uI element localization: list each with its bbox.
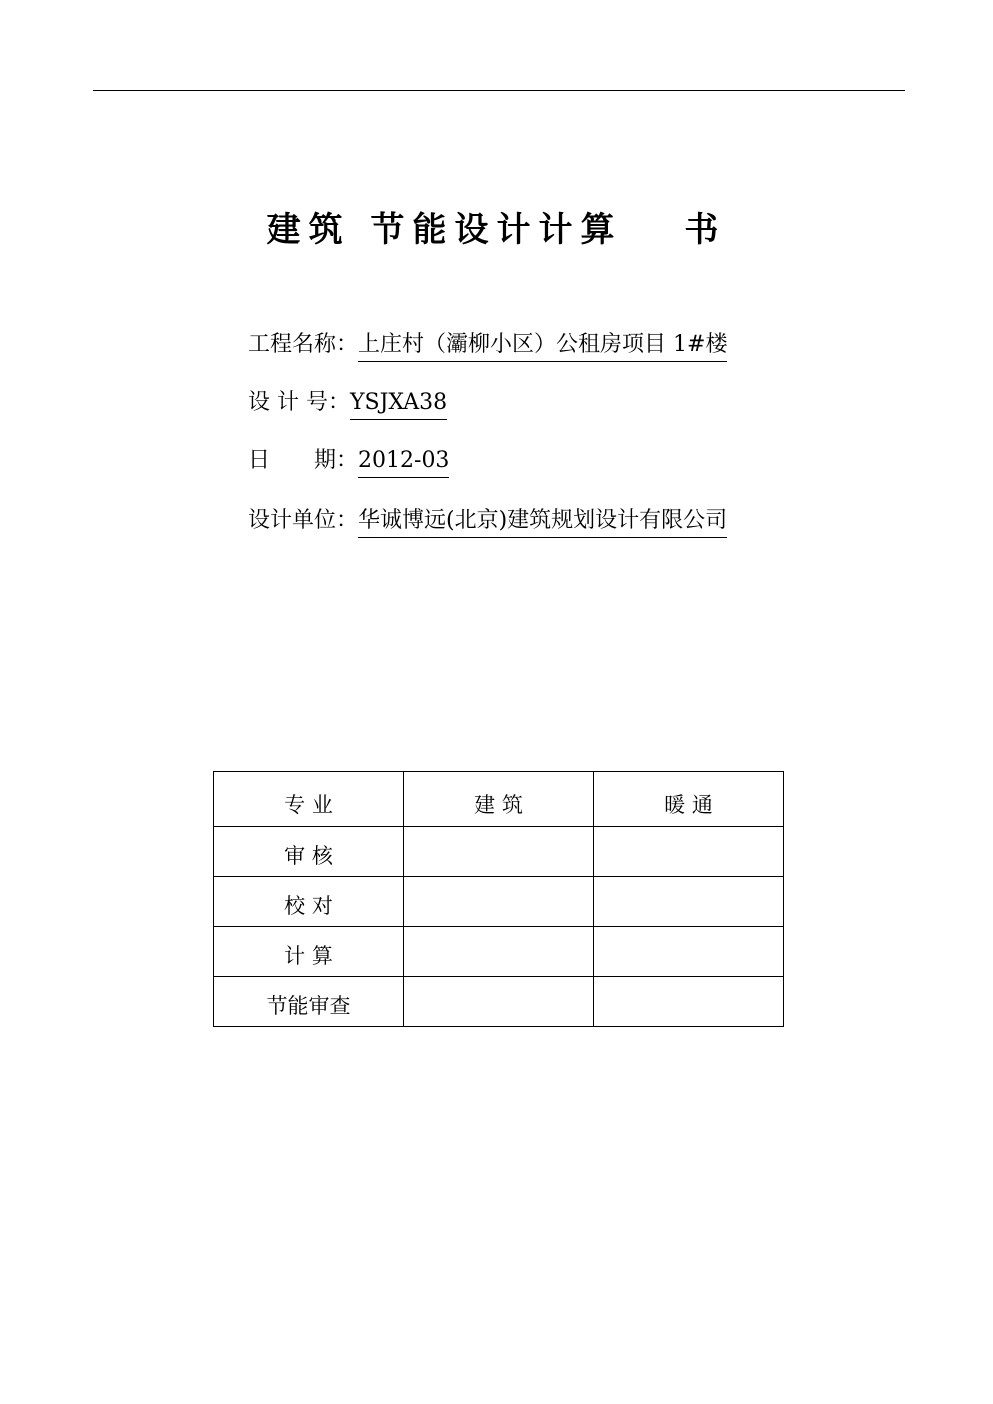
design-number-row	[234, 358, 447, 420]
hvac-signature-cell	[594, 927, 784, 977]
table-header-row	[214, 772, 784, 827]
table-row	[214, 827, 784, 877]
table-row	[214, 977, 784, 1027]
row-label: 审 核	[214, 827, 404, 877]
design-unit-label: 设计单位：	[248, 508, 359, 533]
signature-table	[213, 771, 784, 1027]
design-unit-value: 华诚博远(北京)建筑规划设计有限公司	[358, 506, 727, 538]
architecture-signature-cell	[404, 877, 594, 927]
row-label: 计 算	[214, 927, 404, 977]
project-name-row	[234, 300, 727, 362]
design-number-value: YSJXA38	[350, 388, 447, 420]
table-row	[214, 927, 784, 977]
project-name-value: 上庄村（灞柳小区）公租房项目 1#楼	[358, 330, 727, 362]
hvac-signature-cell	[594, 827, 784, 877]
project-name-label: 工程名称：	[248, 332, 359, 357]
architecture-signature-cell	[404, 977, 594, 1027]
header-architecture: 建 筑	[404, 772, 594, 827]
hvac-signature-cell	[594, 877, 784, 927]
header-hvac: 暖 通	[594, 772, 784, 827]
date-row	[234, 416, 449, 478]
design-number-label: 设 计 号：	[248, 390, 350, 415]
hvac-signature-cell	[594, 977, 784, 1027]
date-value: 2012-03	[358, 446, 449, 478]
row-label: 校 对	[214, 877, 404, 927]
header-discipline: 专 业	[214, 772, 404, 827]
table-row	[214, 877, 784, 927]
document-title: 建筑 节能设计计算 书	[266, 210, 727, 250]
design-unit-row	[234, 476, 727, 538]
architecture-signature-cell	[404, 927, 594, 977]
date-label: 日 期：	[248, 448, 359, 473]
header-rule	[93, 90, 905, 91]
row-label: 节能审查	[214, 977, 404, 1027]
architecture-signature-cell	[404, 827, 594, 877]
